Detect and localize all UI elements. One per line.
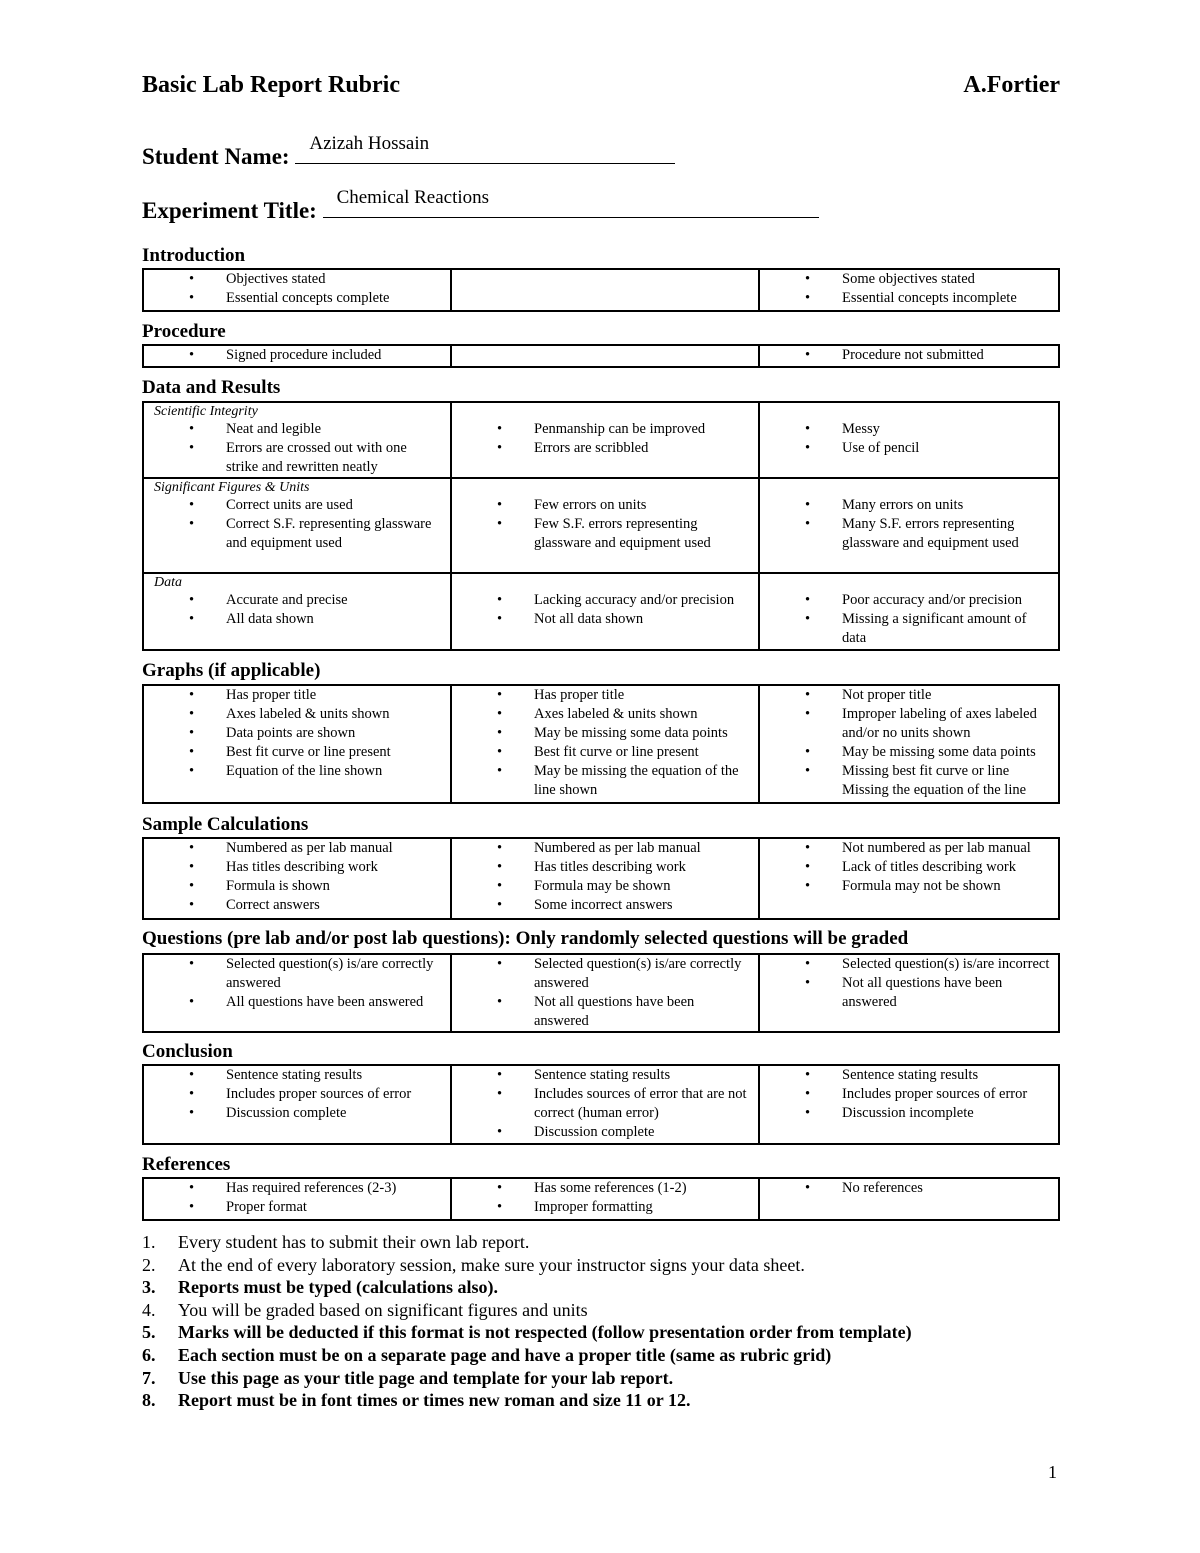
criteria-item: • Lack of titles describing work (760, 858, 1050, 877)
section-title: Questions (pre lab and/or post lab questions): Only randomly selected questions will be graded (142, 928, 909, 949)
criteria-item: • Has titles describing work (144, 858, 442, 877)
criteria-item: • Correct answers (144, 896, 442, 915)
criteria-item: • Has required references (2-3) (144, 1179, 442, 1198)
rubric-row (143, 269, 1059, 311)
criteria-item: • May be missing the equation of the line shown (452, 762, 750, 800)
criteria-list (760, 686, 1058, 800)
rubric-row (143, 1065, 1059, 1144)
excellent-column-cell (143, 838, 451, 919)
criteria-list (452, 420, 758, 458)
criteria-item: • Some incorrect answers (452, 896, 750, 915)
criterion-subheading: Scientific Integrity (154, 404, 258, 419)
excellent-column-cell (143, 1178, 451, 1220)
criteria-item: • Improper formatting (452, 1198, 750, 1217)
rubric-row (143, 573, 1059, 650)
poor-column-cell (759, 685, 1059, 803)
criteria-list (452, 1066, 758, 1142)
poor-column-cell (759, 573, 1059, 650)
excellent-column-cell (143, 402, 451, 478)
instruction-text: You will be graded based on significant figures and units (178, 1299, 588, 1320)
rubric-table (142, 837, 1060, 920)
criteria-item: • Objectives stated (144, 270, 442, 289)
satisfactory-column-cell (451, 838, 759, 919)
excellent-column-cell (143, 685, 451, 803)
criteria-item: • Sentence stating results (144, 1066, 442, 1085)
instruction-number: 6. (142, 1344, 156, 1365)
criteria-item: • Discussion complete (144, 1104, 442, 1123)
criteria-list (144, 1179, 450, 1217)
criteria-item: • Includes sources of error that are not correct (human error) (452, 1085, 750, 1123)
criteria-item: • Procedure not submitted (760, 346, 1050, 365)
criteria-item: • Has proper title (452, 686, 750, 705)
poor-column-cell (759, 269, 1059, 311)
satisfactory-column-cell (451, 269, 759, 311)
instruction-item (142, 1367, 912, 1390)
rubric-row (143, 838, 1059, 919)
rubric-table (142, 344, 1060, 368)
instruction-item (142, 1321, 912, 1344)
criteria-item: • Formula is shown (144, 877, 442, 896)
criteria-item: • Not all questions have been answered (760, 974, 1050, 1012)
criteria-item: • Data points are shown (144, 724, 442, 743)
criteria-list (760, 1179, 1058, 1198)
header (142, 72, 1060, 106)
criteria-item: • Equation of the line shown (144, 762, 442, 781)
satisfactory-column-cell (451, 685, 759, 803)
criteria-item: • Selected question(s) is/are incorrect (760, 955, 1050, 974)
criteria-item: • Sentence stating results (452, 1066, 750, 1085)
criteria-list (760, 1066, 1058, 1123)
excellent-column-cell (143, 345, 451, 367)
criteria-list (760, 955, 1058, 1012)
criteria-list (144, 955, 450, 1012)
criteria-list (452, 1179, 758, 1217)
instruction-item (142, 1276, 912, 1299)
rubric-row (143, 954, 1059, 1032)
section-title: Procedure (142, 321, 226, 342)
criteria-list (144, 496, 450, 553)
criteria-item: • Essential concepts complete (144, 289, 442, 308)
instruction-number: 7. (142, 1367, 156, 1388)
criteria-item: • Includes proper sources of error (144, 1085, 442, 1104)
instruction-text: Marks will be deducted if this format is not respected (follow presentation order from template) (178, 1322, 912, 1343)
criteria-item: • Includes proper sources of error (760, 1085, 1050, 1104)
criteria-item: • Has proper title (144, 686, 442, 705)
section-title: Conclusion (142, 1041, 233, 1062)
section-title: References (142, 1154, 231, 1175)
criteria-item: • Missing best fit curve or line Missing the equation of the line (760, 762, 1050, 800)
satisfactory-column-cell (451, 345, 759, 367)
instruction-text: Reports must be typed (calculations also). (178, 1277, 498, 1298)
criteria-item: • Best fit curve or line present (452, 743, 750, 762)
instruction-item (142, 1231, 912, 1254)
experiment-title-field (142, 187, 819, 224)
criteria-item: • Errors are crossed out with one strike and rewritten neatly (144, 439, 442, 477)
rubric-table (142, 401, 1060, 651)
poor-column-cell (759, 1178, 1059, 1220)
criteria-item: • Formula may be shown (452, 877, 750, 896)
criteria-list (452, 496, 758, 553)
criteria-list (144, 1066, 450, 1123)
rubric-table (142, 1177, 1060, 1221)
criteria-item: • Discussion incomplete (760, 1104, 1050, 1123)
criteria-item: • Errors are scribbled (452, 439, 750, 458)
criteria-list (760, 270, 1058, 308)
criteria-list (144, 346, 450, 365)
student-name-label: Student Name: (142, 144, 290, 169)
criteria-item: • Formula may not be shown (760, 877, 1050, 896)
rubric-row (143, 1178, 1059, 1220)
criteria-item: • Few S.F. errors representing glassware and equipment used (452, 515, 750, 553)
criteria-item: • All data shown (144, 610, 442, 629)
criteria-list (760, 346, 1058, 365)
student-name-value: Azizah Hossain (309, 133, 430, 154)
criteria-item: • Sentence stating results (760, 1066, 1050, 1085)
section-title: Graphs (if applicable) (142, 660, 321, 681)
criteria-item: • Some objectives stated (760, 270, 1050, 289)
criteria-item: • Discussion complete (452, 1123, 750, 1142)
criteria-item: • Numbered as per lab manual (452, 839, 750, 858)
criterion-subheading: Significant Figures & Units (154, 480, 310, 495)
criteria-item: • Missing a significant amount of data (760, 610, 1050, 648)
poor-column-cell (759, 1065, 1059, 1144)
criteria-item: • Use of pencil (760, 439, 1050, 458)
instructions-list (142, 1231, 912, 1412)
section-title: Introduction (142, 245, 246, 266)
criteria-item: • Selected question(s) is/are correctly answered (452, 955, 750, 993)
excellent-column-cell (143, 954, 451, 1032)
rubric-row (143, 345, 1059, 367)
rubric-table (142, 268, 1060, 312)
criteria-item: • Messy (760, 420, 1050, 439)
student-name-field (142, 133, 675, 170)
criteria-item: • Improper labeling of axes labeled and/or no units shown (760, 705, 1050, 743)
rubric-row (143, 685, 1059, 803)
author-name: A.Fortier (963, 72, 1060, 98)
criteria-item: • Essential concepts incomplete (760, 289, 1050, 308)
instruction-item (142, 1389, 912, 1412)
criteria-item: • Accurate and precise (144, 591, 442, 610)
satisfactory-column-cell (451, 1178, 759, 1220)
instruction-number: 5. (142, 1322, 156, 1343)
instruction-item (142, 1254, 912, 1277)
criteria-item: • May be missing some data points (452, 724, 750, 743)
criteria-item: • Many S.F. errors representing glassware and equipment used (760, 515, 1050, 553)
criteria-list (144, 420, 450, 477)
criterion-subheading: Data (154, 575, 182, 590)
rubric-table (142, 953, 1060, 1033)
rubric-table (142, 1064, 1060, 1145)
criteria-item: • Proper format (144, 1198, 442, 1217)
criteria-list (452, 591, 758, 629)
poor-column-cell (759, 402, 1059, 478)
criteria-item: • Has titles describing work (452, 858, 750, 877)
experiment-title-label: Experiment Title: (142, 198, 317, 223)
student-name-line (295, 133, 675, 164)
criteria-list (760, 591, 1058, 648)
criteria-item: • Correct S.F. representing glassware and equipment used (144, 515, 442, 553)
criteria-list (144, 839, 450, 915)
criteria-item: • No references (760, 1179, 1050, 1198)
criteria-item: • All questions have been answered (144, 993, 442, 1012)
instruction-text: Every student has to submit their own lab report. (178, 1232, 530, 1252)
criteria-item: • Not all questions have been answered (452, 993, 750, 1031)
satisfactory-column-cell (451, 1065, 759, 1144)
criteria-item: • Poor accuracy and/or precision (760, 591, 1050, 610)
criteria-list (452, 839, 758, 915)
instruction-item (142, 1299, 912, 1322)
criteria-item: • Penmanship can be improved (452, 420, 750, 439)
criteria-list (760, 839, 1058, 896)
satisfactory-column-cell (451, 573, 759, 650)
satisfactory-column-cell (451, 402, 759, 478)
criteria-item: • Axes labeled & units shown (452, 705, 750, 724)
poor-column-cell (759, 838, 1059, 919)
experiment-title-line (323, 187, 819, 218)
instruction-text: At the end of every laboratory session, make sure your instructor signs your data sheet. (178, 1254, 805, 1275)
criteria-list (760, 420, 1058, 458)
criteria-item: • Signed procedure included (144, 346, 442, 365)
satisfactory-column-cell (451, 954, 759, 1032)
criteria-list (452, 686, 758, 800)
rubric-table (142, 684, 1060, 804)
criteria-list (144, 686, 450, 781)
criteria-item: • May be missing some data points (760, 743, 1050, 762)
criteria-item: • Best fit curve or line present (144, 743, 442, 762)
rubric-row (143, 478, 1059, 573)
criteria-list (144, 591, 450, 629)
criteria-item: • Axes labeled & units shown (144, 705, 442, 724)
instruction-text: Report must be in font times or times new roman and size 11 or 12. (178, 1390, 691, 1411)
excellent-column-cell (143, 478, 451, 573)
criteria-item: • Neat and legible (144, 420, 442, 439)
criteria-item: • Few errors on units (452, 496, 750, 515)
poor-column-cell (759, 478, 1059, 573)
page-number: 1 (1048, 1462, 1057, 1482)
instruction-item (142, 1344, 912, 1367)
document-title: Basic Lab Report Rubric (142, 72, 400, 98)
satisfactory-column-cell (451, 478, 759, 573)
criteria-list (760, 496, 1058, 553)
instruction-number: 8. (142, 1390, 156, 1411)
criteria-item: • Has some references (1-2) (452, 1179, 750, 1198)
criteria-list (144, 270, 450, 308)
excellent-column-cell (143, 1065, 451, 1144)
section-title: Data and Results (142, 377, 281, 398)
rubric-row (143, 402, 1059, 478)
poor-column-cell (759, 345, 1059, 367)
experiment-title-value: Chemical Reactions (336, 187, 490, 208)
instruction-number: 1. (142, 1232, 156, 1252)
section-title: Sample Calculations (142, 814, 309, 835)
instruction-text: Each section must be on a separate page and have a proper title (same as rubric grid) (178, 1344, 832, 1365)
criteria-item: • Selected question(s) is/are correctly answered (144, 955, 442, 993)
instruction-number: 4. (142, 1299, 156, 1320)
criteria-item: • Numbered as per lab manual (144, 839, 442, 858)
criteria-item: • Many errors on units (760, 496, 1050, 515)
instruction-text: Use this page as your title page and template for your lab report. (178, 1367, 674, 1388)
criteria-item: • Not numbered as per lab manual (760, 839, 1050, 858)
poor-column-cell (759, 954, 1059, 1032)
criteria-item: • Correct units are used (144, 496, 442, 515)
instruction-number: 2. (142, 1254, 156, 1275)
criteria-list (452, 955, 758, 1031)
excellent-column-cell (143, 269, 451, 311)
criteria-item: • Lacking accuracy and/or precision (452, 591, 750, 610)
criteria-item: • Not all data shown (452, 610, 750, 629)
excellent-column-cell (143, 573, 451, 650)
instruction-number: 3. (142, 1277, 156, 1298)
criteria-item: • Not proper title (760, 686, 1050, 705)
